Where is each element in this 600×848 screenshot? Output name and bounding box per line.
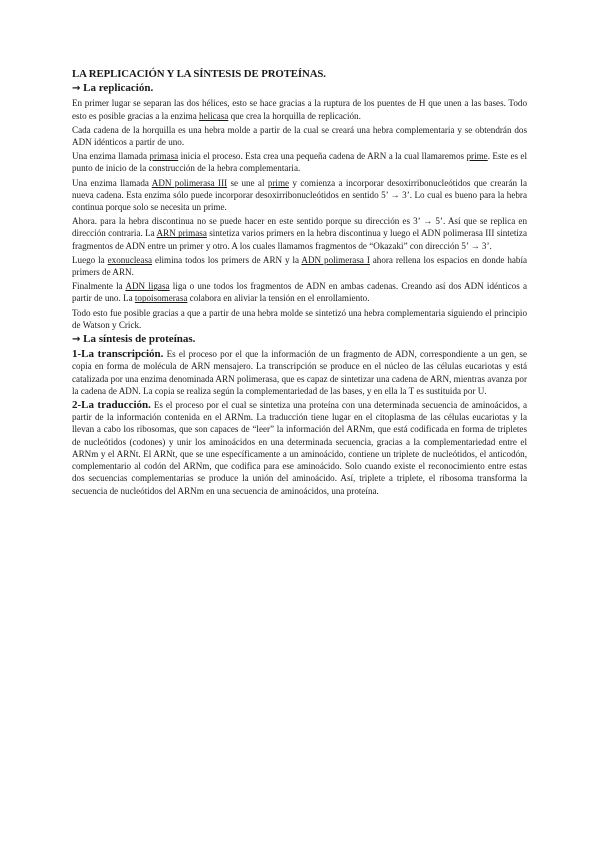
section-heading-sintesis (72, 333, 527, 346)
arrow-icon: → (72, 83, 81, 95)
text-run: Una enzima llamada (72, 177, 152, 188)
paragraph-traduccion (72, 399, 527, 497)
section-heading-label: La síntesis de proteínas. (83, 333, 196, 346)
document-title: LA REPLICACIÓN Y LA SÍNTESIS DE PROTEÍNAS. (72, 68, 326, 80)
paragraph-hebra-molde: Cada cadena de la horquilla es una hebra molde a partir de la cual se creará una hebra complementaria y se obtendrán dos ADN idénticos a partir de uno. (72, 124, 527, 148)
text-run: se une al (227, 177, 268, 188)
text-run: Luego la (72, 254, 108, 265)
paragraph-helicasa (72, 97, 527, 121)
subheading-transcripcion: 1-La transcripción. (72, 348, 164, 361)
term-topoisomerasa: topoisomerasa (134, 293, 188, 304)
section-heading-replicacion (72, 82, 527, 95)
term-adn-polimerasa-iii: ADN polimerasa III (151, 177, 228, 188)
text-run: que crea la horquilla de replicación. (228, 110, 361, 121)
paragraph-hebra-discontinua (72, 215, 527, 252)
text-run: liga o une todos los fragmentos de ADN en ambas cadenas. Creando así dos ADN idénticos a partir de uno. La (72, 281, 527, 304)
text-run: Ahora. para la hebra discontinua no se puede hacer en este sentido porque su dirección es 3’ → 5’. Así que se replica en dirección contraria. La (72, 216, 527, 239)
arrow-icon: → (72, 334, 81, 346)
paragraph-adn-ligasa (72, 280, 527, 304)
text-run: elimina todos los primers de ARN y la (152, 254, 302, 265)
paragraph-watson-crick: Todo esto fue posible gracias a que a partir de una hebra molde se sintetizó una hebra complementaria siguiendo el principio de Watson y Crick. (72, 307, 527, 330)
text-run: sintetiza varios primers en la hebra discontinua y luego el ADN polimerasa III sintetiza fragmentos de ADN entre un primer y otro. A los cuales llamamos fragmentos de “Okazaki” con dirección 5’ → 3’. (72, 228, 527, 251)
term-primasa: primasa (149, 151, 179, 162)
text-run: ahora rellena los espacios en donde había primers de ARN. (72, 254, 528, 278)
text-run: . Este es el punto de inicio de la construcción de la hebra complementaria. (72, 151, 527, 174)
term-adn-polimerasa-i: ADN polimerasa I (301, 254, 370, 265)
section-heading-label: La replicación. (83, 82, 154, 95)
document-body (72, 68, 527, 499)
term-arn-primasa: ARN primasa (156, 228, 207, 239)
term-adn-ligasa: ADN ligasa (125, 281, 170, 292)
subheading-traduccion: 2-La traducción. (72, 399, 151, 412)
text-run: En primer lugar se separan las dos hélices, esto se hace gracias a la ruptura de los puentes de H que unen a las bases. Todo esto es posible gracias a la enzima (72, 98, 527, 121)
term-exonucleasa: exonucleasa (107, 254, 153, 265)
term-prime: prime (466, 151, 488, 162)
paragraph-exonucleasa (72, 254, 527, 278)
text-run: Finalmente la (72, 281, 126, 292)
paragraph-primasa (72, 150, 527, 174)
paragraph-adn-polimerasa-iii (72, 177, 527, 214)
text-run: Es el proceso por el que la información de un fragmento de ADN, correspondiente a un gen, se copia en forma de molécula de ARN mensajero. La transcripción se produce en el núcleo de las células eucariotas y está catalizada por una enzima denominada ARN polimerasa, que es capaz de sintetizar una cadena de ARN, mientras avanza por la cadena de ADN. La copia se realiza según la complementariedad de las bases, y en ella la T es sustituida por U. (72, 349, 527, 396)
text-run: y comienza a incorporar desoxirribonucleótidos que crearán la nueva cadena. Esta enzima sólo puede incorporar desoxirribonucleótidos en sentido 5’ → 3’. Lo cual es bueno para la hebra continua porque solo se necesita un prime. (72, 177, 527, 213)
paragraph-transcripcion (72, 348, 527, 397)
text-run: inicia el proceso. Esta crea una pequeña cadena de ARN a la cual llamaremos (178, 151, 467, 162)
text-run: Es el proceso por el cual se sintetiza una proteína con una determinada secuencia de aminoácidos, a partir de la información contenida en el ARNm. La traducción tiene lugar en el citoplasma de las células eucariotas y la llevan a cabo los ribosomas, que son capaces de “leer” la información del ARNm, que está codificada en forma de tripletes de nucleótidos (codones) y unir los aminoácidos en una determinada secuencia, gracias a la complementariedad entre el ARNm y el ARNt. El ARNt, que se une específicamente a un aminoácido, contiene un triplete de nucleótidos, el anticodón, complementario al codón del ARNm, que codifica para ese aminoácido. Solo cuando existe el reconocimiento entre estas dos secuencias complementarias se produce la unión del aminoácido. Así, triplete a triplete, el ribosoma transforma la secuencia de nucleótidos del ARNm en una secuencia de aminoácidos, una proteína. (72, 400, 527, 496)
term-prime: prime (267, 177, 290, 188)
text-run: Una enzima llamada (72, 151, 150, 162)
term-helicasa: helicasa (199, 110, 229, 121)
text-run: colabora en aliviar la tensión en el enrollamiento. (187, 293, 370, 304)
